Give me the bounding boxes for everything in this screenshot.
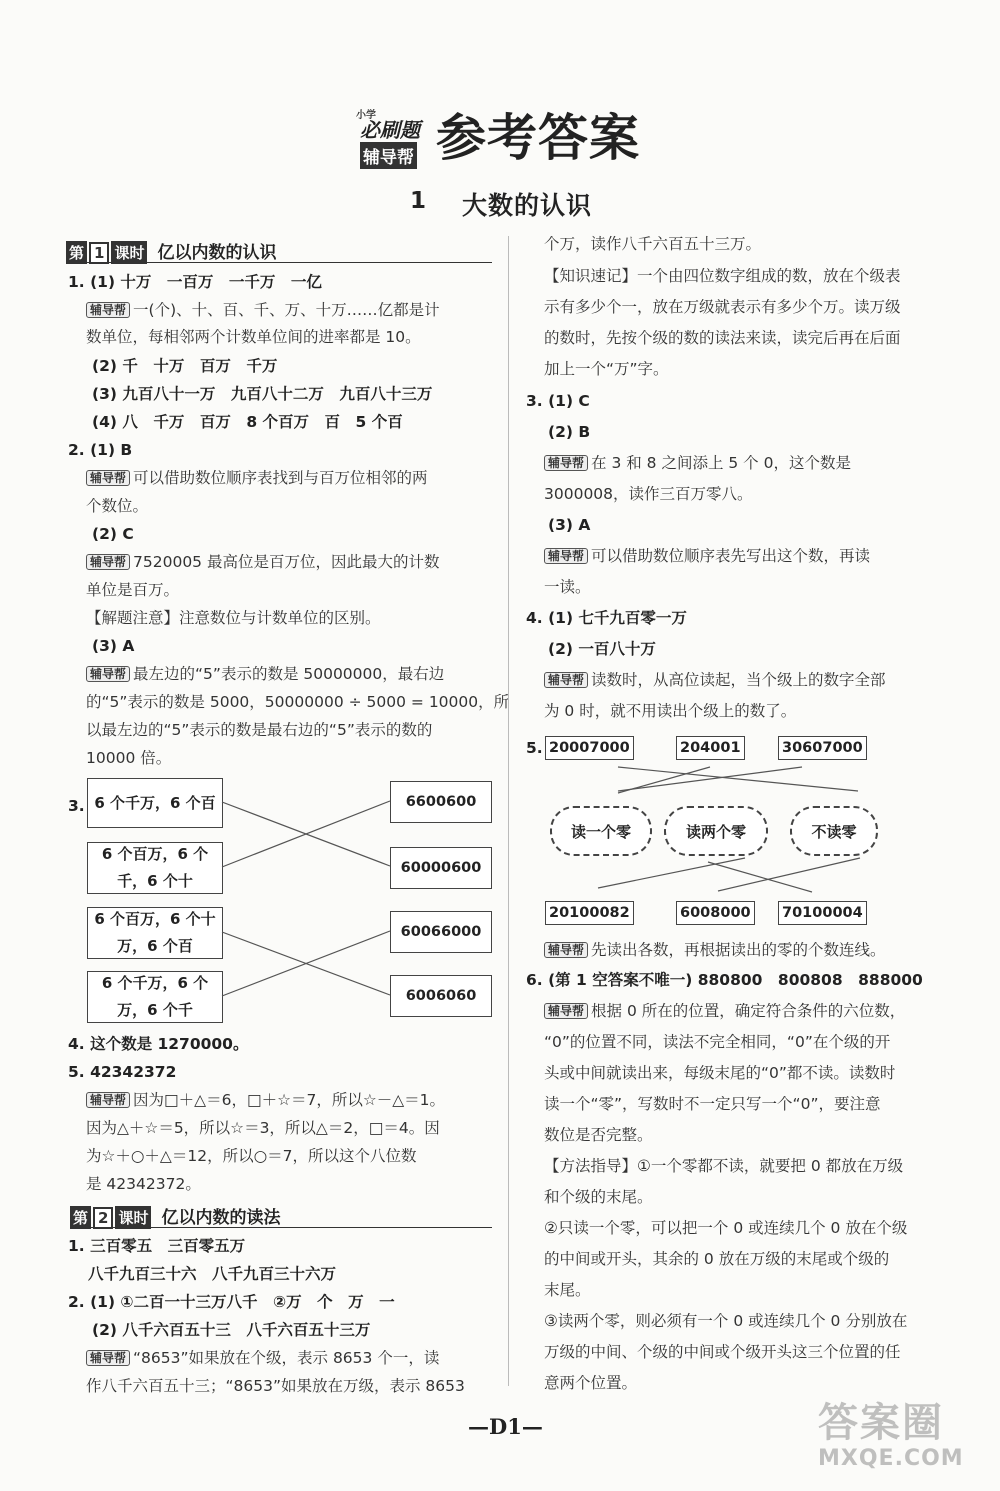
r-q4-hint-2: 为 0 时，就不用读出个级上的数了。	[544, 702, 797, 720]
knowledge-2: 示有多少个一，放在万级就表示有多少个万。读万级	[544, 298, 901, 316]
match-left-3: 6 个百万，6 个十万，6 个百	[87, 907, 223, 959]
lesson-prefix: 第	[70, 1206, 91, 1229]
q5-hint-2: 因为△＋☆＝5，所以☆＝3，所以△＝2，□＝4。因	[86, 1119, 440, 1137]
r-q6-hint-2: “0”的位置不同，读法不完全相同，“0”在个级的开	[544, 1033, 891, 1051]
q1-1-hint-2: 数单位，每相邻两个计数单位间的进率都是 10。	[86, 328, 421, 346]
method-3: ②只读一个零，可以把一个 0 或连续几个 0 放在个级	[544, 1219, 908, 1237]
r-q6-hint-3: 头或中间就读出来，每级末尾的“0”都不读。读数时	[544, 1064, 896, 1082]
r-q3-2-hint	[544, 453, 851, 473]
r-q3-1: 3. (1) C	[526, 392, 590, 410]
hint-tag: 辅导帮	[86, 470, 130, 486]
knowledge-4: 加上一个“万”字。	[544, 360, 669, 378]
zero-bottom-1: 20100082	[545, 901, 634, 925]
l2-q2-hint	[86, 1348, 439, 1368]
q5-hint-3: 为☆＋○＋△＝12，所以○＝7，所以这个八位数	[86, 1147, 417, 1165]
r-q4-1: 4. (1) 七千九百零一万	[526, 609, 687, 627]
r-q3-2: (2) B	[548, 423, 591, 441]
r-q3-3-hint	[544, 546, 870, 566]
lesson-title: 亿以内数的读法	[161, 1208, 281, 1228]
method-2: 和个级的末尾。	[544, 1188, 653, 1206]
l2-q2-1: 2. (1) ①二百一十三万八千 ②万 个 万 一	[68, 1293, 395, 1311]
q3-label: 3.	[68, 797, 85, 815]
method-5: 末尾。	[544, 1281, 591, 1299]
match-right-1: 6600600	[390, 781, 492, 823]
r-q3-2-hint-2: 3000008，读作三百万零八。	[544, 485, 753, 503]
q2-3: (3) A	[92, 637, 135, 655]
chapter-title: 大数的认识	[462, 191, 593, 220]
r-q4-hint	[544, 670, 886, 690]
r-q5-label: 5.	[526, 739, 543, 757]
q5-hint-4: 是 42342372。	[86, 1175, 201, 1193]
match-left-4: 6 个千万，6 个万，6 个千	[87, 971, 223, 1023]
logo-small: 小学	[356, 110, 376, 121]
l2-q1: 1. 三百零五 三百零五万	[68, 1237, 246, 1255]
hint-tag: 辅导帮	[86, 1350, 130, 1366]
column-divider	[508, 236, 509, 1386]
match-line	[222, 801, 390, 867]
zero-line	[718, 858, 860, 891]
logo-sub: 辅导帮	[360, 142, 417, 169]
r-q4-2: (2) 一百八十万	[548, 640, 656, 658]
r-q6-hint-4: 读一个“零”，写数时不一定只写一个“0”，要注意	[544, 1095, 881, 1113]
r-q3-3: (3) A	[548, 516, 591, 534]
hint-text: 因为□＋△＝6，□＋☆＝7，所以☆－△＝1。	[133, 1091, 446, 1109]
q2-2-note: 【解题注意】注意数位与计数单位的区别。	[86, 609, 381, 627]
q1-3: (3) 九百八十一万 九百八十二万 九百八十三万	[92, 385, 433, 403]
hint-text: 先读出各数，再根据读出的零的个数连线。	[591, 941, 886, 959]
zero-top-2: 204001	[676, 736, 745, 760]
zero-line	[618, 767, 858, 791]
q5-hint	[86, 1090, 445, 1110]
hint-text: 可以借助数位顺序表先写出这个数，再读	[591, 547, 871, 565]
match-left-2: 6 个百万，6 个千，6 个十	[87, 842, 223, 894]
method-1: 【方法指导】①一个零都不读，就要把 0 都放在万级	[544, 1157, 904, 1175]
chapter-number: 1	[410, 188, 427, 214]
hint-text: 根据 0 所在的位置，确定符合条件的六位数，	[591, 1002, 906, 1020]
method-8: 意两个位置。	[544, 1374, 638, 1392]
zero-cloud-2: 读两个零	[664, 806, 768, 856]
zero-line	[598, 858, 745, 888]
match-right-2: 60000600	[390, 847, 492, 889]
logo-main: 必刷题	[360, 118, 420, 142]
lesson-suffix: 课时	[111, 241, 147, 264]
zero-cloud-1: 读一个零	[550, 806, 652, 856]
r-q6-hint	[544, 1001, 905, 1021]
hint-tag: 辅导帮	[544, 1003, 588, 1019]
zero-cloud-3: 不读零	[790, 806, 878, 856]
lesson-number: 2	[93, 1207, 113, 1229]
r-q3-3-hint-2: 一读。	[544, 578, 591, 596]
divider	[70, 1227, 492, 1228]
q2-2: (2) C	[92, 525, 134, 543]
knowledge-1: 【知识速记】一个由四位数字组成的数，放在个级表	[544, 267, 901, 285]
q1-1: 1. (1) 十万 一百万 一千万 一亿	[68, 273, 322, 291]
q2-1-hint-2: 个数位。	[86, 497, 149, 515]
hint-text: 最左边的“5”表示的数是 50000000，最右边	[133, 665, 445, 683]
l2-q1-b: 八千九百三十六 八千九百三十六万	[88, 1265, 337, 1283]
l2-q2-hint-2: 作八千六百五十三；“8653”如果放在万级，表示 8653	[86, 1377, 465, 1395]
method-7: 万级的中间、个级的中间或个级开头这三个位置的任	[544, 1343, 901, 1361]
q2-3-hint-3: 以最左边的“5”表示的数是最右边的“5”表示的数的	[86, 721, 433, 739]
match-left-1: 6 个千万，6 个百	[87, 778, 223, 828]
hint-text: “8653”如果放在个级，表示 8653 个一，读	[133, 1349, 440, 1367]
hint-text: 可以借助数位顺序表找到与百万位相邻的两	[133, 469, 428, 487]
watermark-url: MXQE.COM	[818, 1446, 964, 1471]
hint-tag: 辅导帮	[544, 672, 588, 688]
lesson-title: 亿以内数的认识	[157, 243, 277, 263]
q1-4: (4) 八 千万 百万 8 个百万 百 5 个百	[92, 413, 403, 431]
q1-2: (2) 千 十万 百万 千万	[92, 357, 278, 375]
q4: 4. 这个数是 1270000。	[68, 1035, 249, 1053]
watermark-text: 答案圈	[818, 1400, 944, 1446]
hint-text: 读数时，从高位读起，当个级上的数字全部	[591, 671, 886, 689]
zero-line	[618, 767, 802, 791]
zero-line	[708, 862, 812, 892]
lesson-prefix: 第	[66, 241, 87, 264]
method-6: ③读两个零，则必须有一个 0 或连续几个 0 分别放在	[544, 1312, 908, 1330]
r-q5-hint	[544, 940, 886, 960]
q2-3-hint-2: 的“5”表示的数是 5000，50000000 ÷ 5000 = 10000，所	[86, 693, 510, 711]
zero-bottom-2: 6008000	[676, 901, 755, 925]
page-title: 参考答案	[436, 109, 640, 167]
hint-text: 7520005 最高位是百万位，因此最大的计数	[133, 553, 440, 571]
match-line	[222, 931, 390, 996]
hint-text: 在 3 和 8 之间添上 5 个 0，这个数是	[591, 454, 851, 472]
lesson-2-header	[70, 1203, 280, 1227]
q2-1: 2. (1) B	[68, 441, 133, 459]
r-cont: 个万，读作八千六百五十三万。	[544, 235, 762, 253]
hint-tag: 辅导帮	[544, 942, 588, 958]
r-q6: 6. (第 1 空答案不唯一) 880800 800808 888000	[526, 971, 923, 989]
match-right-4: 6006060	[390, 975, 492, 1017]
lesson-number: 1	[89, 242, 109, 264]
hint-tag: 辅导帮	[86, 1092, 130, 1108]
method-4: 的中间或开头，其余的 0 放在万级的末尾或个级的	[544, 1250, 890, 1268]
match-right-3: 60066000	[390, 911, 492, 953]
l2-q2-2: (2) 八千六百五十三 八千六百五十三万	[92, 1321, 371, 1339]
lesson-suffix: 课时	[115, 1206, 151, 1229]
page-number: —D1—	[468, 1414, 543, 1439]
q5: 5. 42342372	[68, 1063, 177, 1081]
hint-tag: 辅导帮	[86, 302, 130, 318]
hint-tag: 辅导帮	[544, 455, 588, 471]
zero-top-1: 20007000	[545, 736, 634, 760]
watermark	[818, 1400, 994, 1484]
q2-3-hint-4: 10000 倍。	[86, 749, 172, 767]
zero-top-3: 30607000	[778, 736, 867, 760]
zero-bottom-3: 70100004	[778, 901, 867, 925]
hint-tag: 辅导帮	[86, 554, 130, 570]
r-q6-hint-5: 数位是否完整。	[544, 1126, 653, 1144]
knowledge-3: 的数时，先按个级的数的读法来读，读完后再在后面	[544, 329, 901, 347]
q2-2-hint-2: 单位是百万。	[86, 581, 180, 599]
hint-text: 一(个)、十、百、千、万、十万……亿都是计	[133, 301, 440, 319]
hint-tag: 辅导帮	[86, 666, 130, 682]
hint-tag: 辅导帮	[544, 548, 588, 564]
